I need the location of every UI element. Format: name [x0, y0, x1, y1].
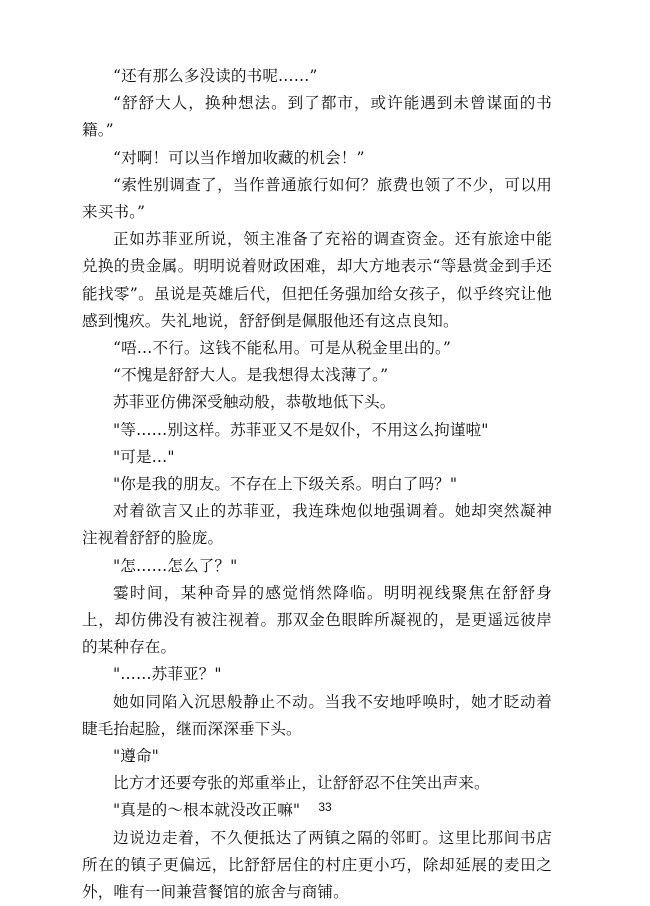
- paragraph: 比方才还要夸张的郑重举止，让舒舒忍不住笑出声来。: [113, 774, 490, 793]
- paragraph: "你是我的朋友。不存在上下级关系。明白了吗？": [113, 475, 458, 494]
- paragraph: “舒舒大人，换种想法。到了都市，或许能遇到未曾谋面的书籍。”: [82, 94, 552, 140]
- paragraph: “不愧是舒舒大人。是我想得太浅薄了。”: [113, 366, 389, 385]
- paragraph: "真是的～根本就没改正嘛": [113, 801, 301, 820]
- paragraph: 边说边走着，不久便抵达了两镇之隔的邻町。这里比那间书店所在的镇子更偏远，比舒舒居住的村庄更小巧，除却延展的麦田之外，唯有一间兼营餐馆的旅舍与商铺。: [82, 828, 552, 902]
- page-number: 33: [318, 800, 332, 814]
- paragraph: "遵命": [113, 747, 159, 766]
- paragraph: 她如同陷入沉思般静止不动。当我不安地呼唤时，她才眨动着睫毛抬起脸，继而深深垂下头。: [82, 692, 552, 738]
- paragraph: “对啊！可以当作增加收藏的机会！”: [113, 148, 365, 167]
- paragraph: “索性别调查了，当作普通旅行如何？旅费也领了不少，可以用来买书。”: [82, 175, 552, 222]
- paragraph: "可是…": [113, 447, 175, 466]
- paragraph: “唔…不行。这钱不能私用。可是从税金里出的。”: [113, 339, 451, 358]
- paragraph: "等……别这样。苏菲亚又不是奴仆，不用这么拘谨啦": [113, 420, 489, 439]
- paragraph: 苏菲亚仿佛深受触动般，恭敬地低下头。: [113, 393, 396, 412]
- paragraph: 对着欲言又止的苏菲亚，我连珠炮似地强调着。她却突然凝神注视着舒舒的脸庞。: [82, 502, 552, 548]
- paragraph: "怎……怎么了？": [113, 556, 238, 575]
- paragraph: “还有那么多没读的书呢……”: [113, 67, 318, 85]
- paragraph: 霎时间，某种奇异的感觉悄然降临。明明视线聚焦在舒舒身上，却仿佛没有被注视着。那双金色眼眸所凝视的，是更遥远彼岸的某种存在。: [82, 583, 552, 657]
- paragraph: "……苏菲亚？": [113, 665, 222, 684]
- paragraph: 正如苏菲亚所说，领主准备了充裕的调查资金。还有旅途中能兑换的贵金属。明明说着财政困难，却大方地表示“等悬赏金到手还能找零”。虽说是英雄后代，但把任务强加给女孩子，似乎终究让他感到愧疚。失礼地说，舒舒倒是佩服他还有这点良知。: [82, 230, 552, 330]
- body-text: [82, 63, 552, 906]
